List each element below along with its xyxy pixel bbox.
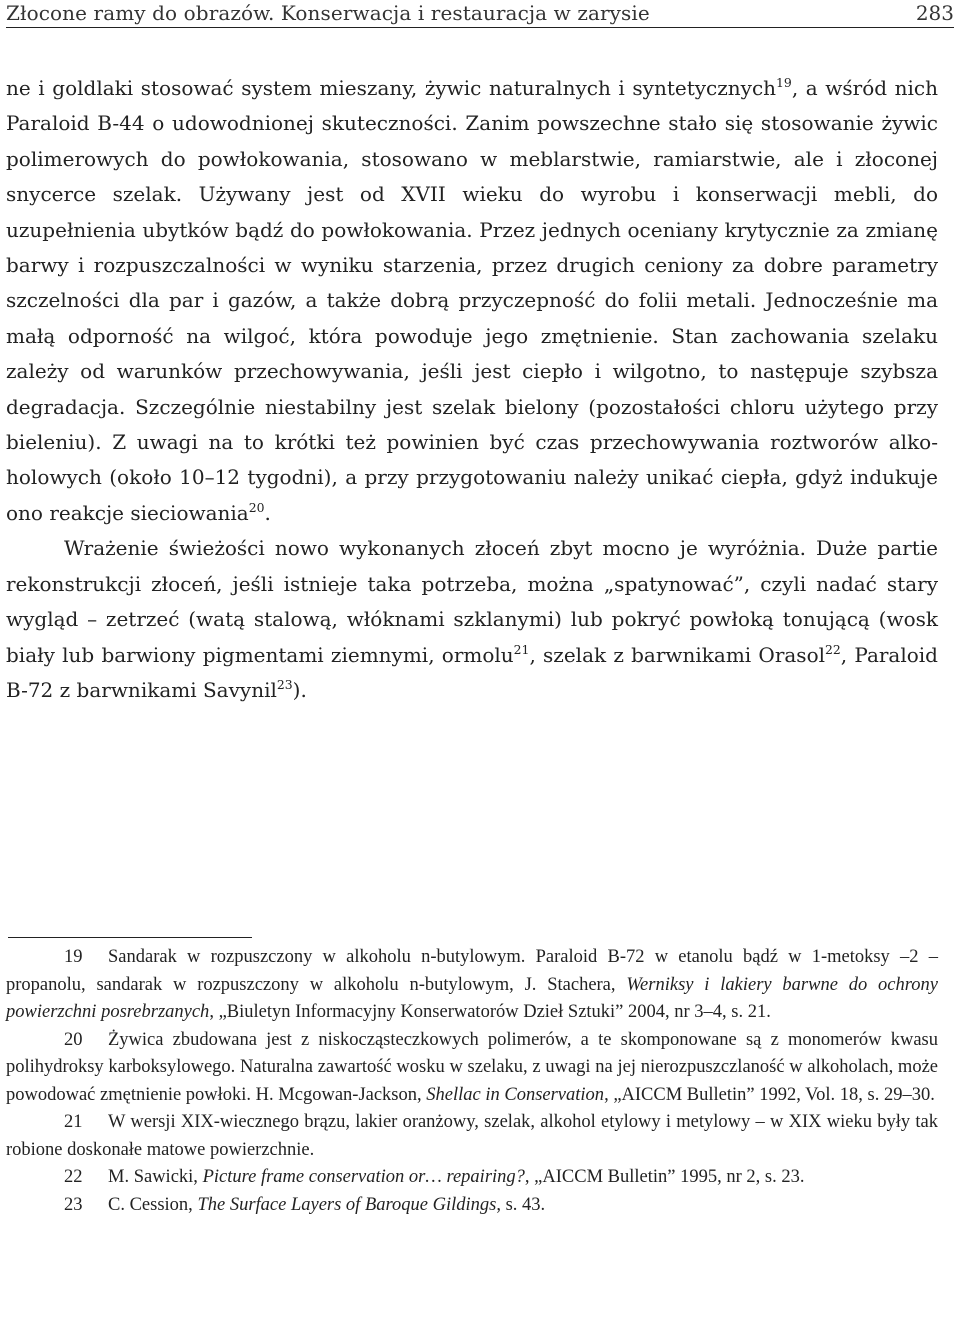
text-run: ne i goldlaki stosować system mieszany, żywic naturalnych i syntetycznych [6,76,777,100]
body-paragraph [6,71,938,531]
footnote [6,1192,938,1220]
footnote-separator [8,937,252,938]
italic-title: Picture frame conservation or… repairing? [202,1167,525,1187]
page-number: 283 [915,1,954,25]
footnote-number: 23 [64,1194,83,1215]
footnote-number: 22 [64,1167,83,1187]
text-run: ). [292,677,307,702]
text-run: Sandarak w rozpuszczony w alkoholu n-butylowym. Paraloid B-72 w etanolu bądź w 1-metoksy –2 – propanolu, sandarak w rozpuszczony w alkoholu n-butylowym, J. Stachera, [6,947,938,995]
footnote-ref[interactable]: 22 [825,641,841,657]
footnote-ref[interactable]: 19 [776,74,792,90]
text-run: , a wśród nich Paraloid B-44 o udowodnionej skuteczności. Zanim powszechne stało się stosowanie żywic polimerowych do powłokowania, stosowano w meblarstwie, ramiarstwie, ale i złoconej snycerce szelak. Używany jest od XVII wieku do wyrobu i konserwacji mebli, do uzupełnienia ubytków bądź do powłokowania. Przez jednych oceniany krytycznie za zmianę barwy i rozpuszczalności w wyniku starzenia, przez drugich ceniony za dobre parametry szczelności dla par i gazów, a także dobrą przyczepność do folii metali. Jednocześnie ma małą odporność na wilgoć, która powoduje jego zmętnienie. Stan zachowania szelaku zależy od warunków przechowywania, jeśli jest ciepło i wilgotno, to następuje szybsza degradacja. Szczególnie niestabilny jest szelak bielony (pozostałości chloru użytego przy bieleniu). Z uwagi na to krótki też powinien być czas przechowywania roztworów alkoholowych (około 10–12 tygodni), a przy przygotowaniu należy unikać ciepła, gdyż indukuje ono reakcje sieciowania [6,76,938,525]
italic-title: Werniksy i lakiery barwne do ochrony powierzchni posrebrzanych [6,974,938,1022]
text-run: , „AICCM Bulletin” 1992, Vol. 18, s. 29–30. [604,1084,935,1105]
text-run: , Paraloid B-72 z barwnikami Savynil [6,642,938,702]
footnote-number: 20 [64,1029,83,1050]
text-run: , „AICCM Bulletin” 1995, nr 2, s. 23. [524,1167,805,1187]
text-run: . [264,500,271,525]
footnote [6,944,938,1027]
text-run: , „Biuletyn Informacyjny Konserwatorów Dzieł Sztuki” 2004, nr 3–4, s. 21. [209,1002,771,1022]
italic-title: Shellac in Conservation [426,1084,605,1105]
text-run: W wersji XIX-wiecznego brązu, lakier oranżowy, szelak, alkohol etylowy i metylowy – w XIX wieku były tak robione doskonałe matowe powierzchnie. [6,1112,938,1160]
footnote-ref[interactable]: 21 [513,641,530,657]
text-run: Żywica zbudowana jest z niskocząsteczkowych polimerów, a te skomponowane są z monomerów kwasu polihydroksy karboksylowego. Naturalna zawartość wosku w szelaku, z uwagi na jej nierozpuszczlaność w alkoholach, może powodować zmętnienie powłoki. H. Mcgowan-Jackson, [6,1029,938,1105]
text-run: M. Sawicki, [108,1167,203,1187]
italic-title: The Surface Layers of Baroque Gildings [197,1194,497,1215]
running-head-title: Złocone ramy do obrazów. Konserwacja i restauracja w zarysie [6,1,650,25]
footnote-number: 19 [64,947,83,967]
running-head [6,0,954,28]
text-run: , s. 43. [496,1194,546,1215]
footnote [6,1109,938,1164]
body-paragraph [6,531,938,708]
footnote [6,1027,938,1110]
body-text [6,71,938,708]
footnote [6,1164,938,1192]
footnotes [6,944,938,1219]
text-run: Wrażenie świeżości nowo wykonanych złoceń zbyt mocno je wyróżnia. Duże partie rekonstrukcji złoceń, jeśli istnieje taka potrzeba, można „spatynować”, czyli nadać stary wygląd – zetrzeć (watą stalową, włóknami szklanymi) lub pokryć powłoką tonującą (wosk biały lub barwiony pigmentami ziemnymi, ormolu [6,536,938,667]
footnote-ref[interactable]: 23 [276,676,293,692]
footnote-number: 21 [64,1112,83,1132]
footnote-ref[interactable]: 20 [248,499,265,515]
text-run: , szelak z barwnikami Orasol [529,642,826,667]
text-run: C. Cession, [108,1194,198,1215]
